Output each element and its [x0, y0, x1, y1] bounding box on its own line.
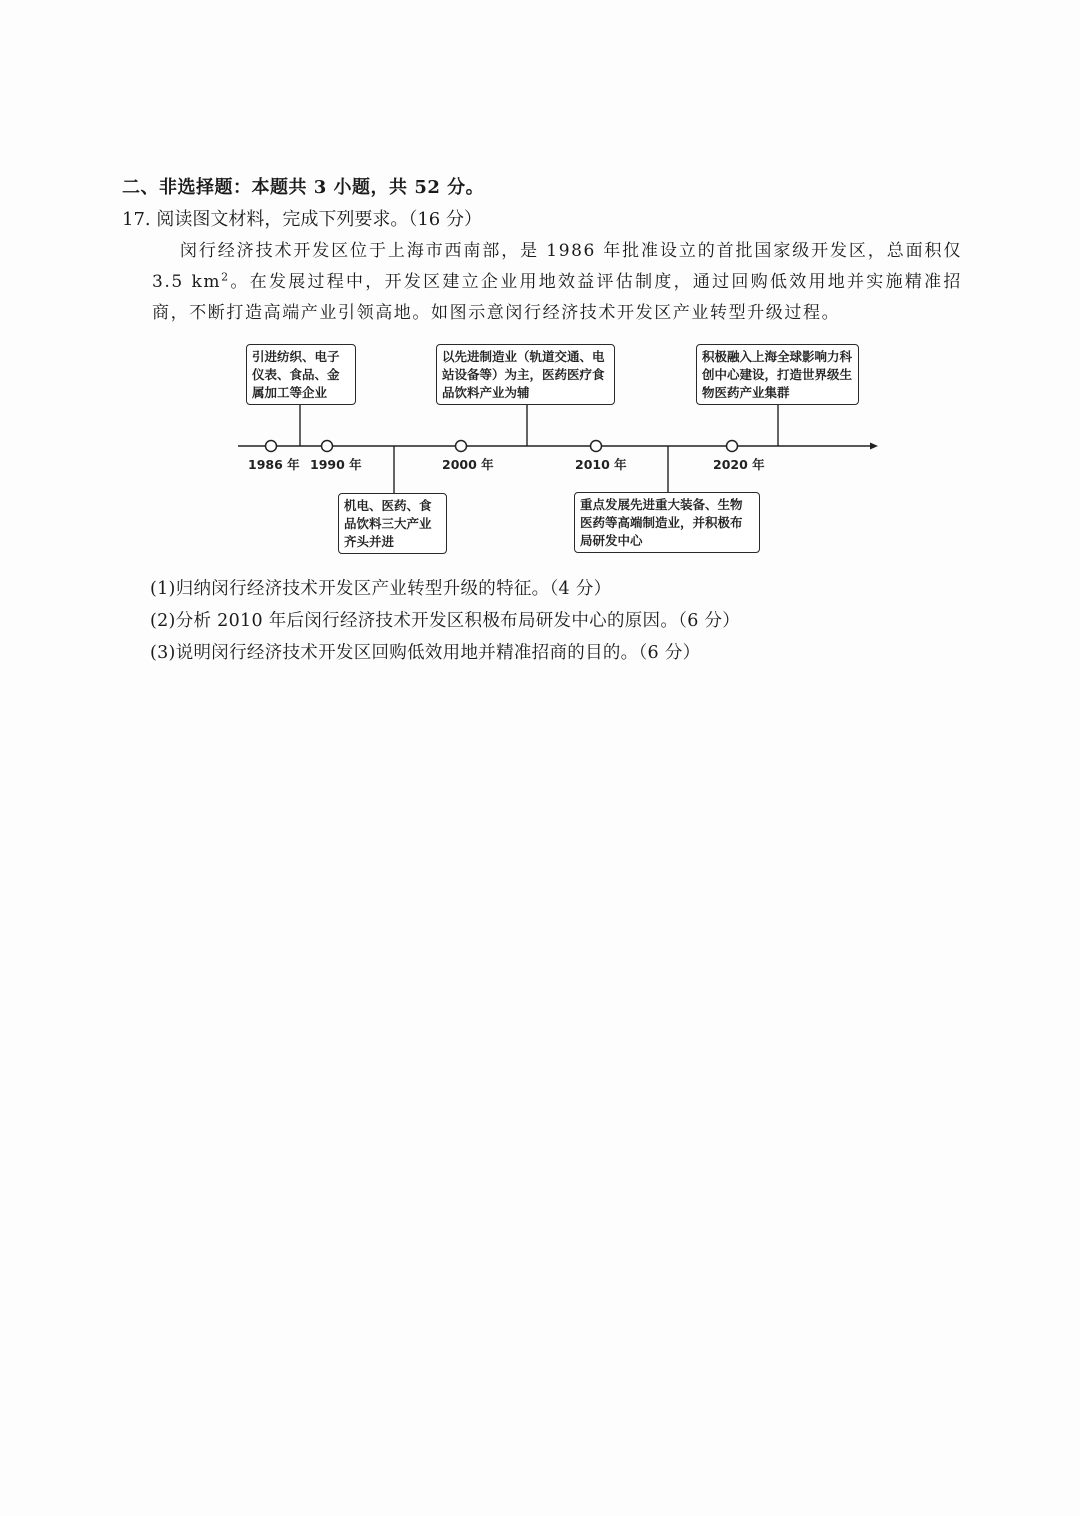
timeline-box-2000s: 以先进制造业（轨道交通、电站设备等）为主，医药医疗食品饮料产业为辅 — [436, 344, 615, 405]
year-label-2000: 2000 年 — [442, 457, 494, 472]
year-marker-1990 — [322, 441, 333, 452]
year-label-1990: 1990 年 — [310, 457, 362, 472]
year-label-2010: 2010 年 — [575, 457, 627, 472]
year-marker-1986 — [266, 441, 277, 452]
timeline-box-1986: 引进纺织、电子仪表、食品、金属加工等企业 — [246, 344, 356, 405]
year-label-2020: 2020 年 — [713, 457, 765, 472]
passage-text-part2: 。在发展过程中，开发区建立企业用地效益评估制度，通过回购低效用地并实施精准招商，不断打造高端产业引领高地。如图示意闵行经济技术开发区产业转型升级过程。 — [152, 272, 962, 323]
question-passage — [152, 236, 962, 329]
timeline-box-2010s: 重点发展先进重大装备、生物医药等高端制造业，并积极布局研发中心 — [574, 492, 760, 553]
timeline-arrow-icon — [870, 443, 878, 450]
section-heading: 二、非选择题：本题共 3 小题，共 52 分。 — [122, 177, 485, 198]
timeline-box-1990s: 机电、医药、食品饮料三大产业齐头并进 — [338, 493, 447, 554]
year-marker-2010 — [591, 441, 602, 452]
year-marker-2000 — [456, 441, 467, 452]
year-label-1986: 1986 年 — [248, 457, 300, 472]
question-title: 17. 阅读图文材料，完成下列要求。（16 分） — [122, 209, 482, 230]
timeline-box-2020s: 积极融入上海全球影响力科创中心建设，打造世界级生物医药产业集群 — [696, 344, 859, 405]
sub-question-1: (1)归纳闵行经济技术开发区产业转型升级的特征。（4 分） — [150, 579, 612, 599]
sub-question-2: (2)分析 2010 年后闵行经济技术开发区积极布局研发中心的原因。（6 分） — [150, 611, 741, 631]
passage-superscript: 2 — [221, 270, 230, 284]
sub-question-3: (3)说明闵行经济技术开发区回购低效用地并精准招商的目的。（6 分） — [150, 643, 701, 663]
passage-text-part1: 闵行经济技术开发区位于上海市西南部，是 1986 年批准设立的首批国家级开发区，总面积仅 3.5 km — [152, 241, 962, 292]
timeline-diagram — [230, 338, 890, 558]
year-marker-2020 — [727, 441, 738, 452]
